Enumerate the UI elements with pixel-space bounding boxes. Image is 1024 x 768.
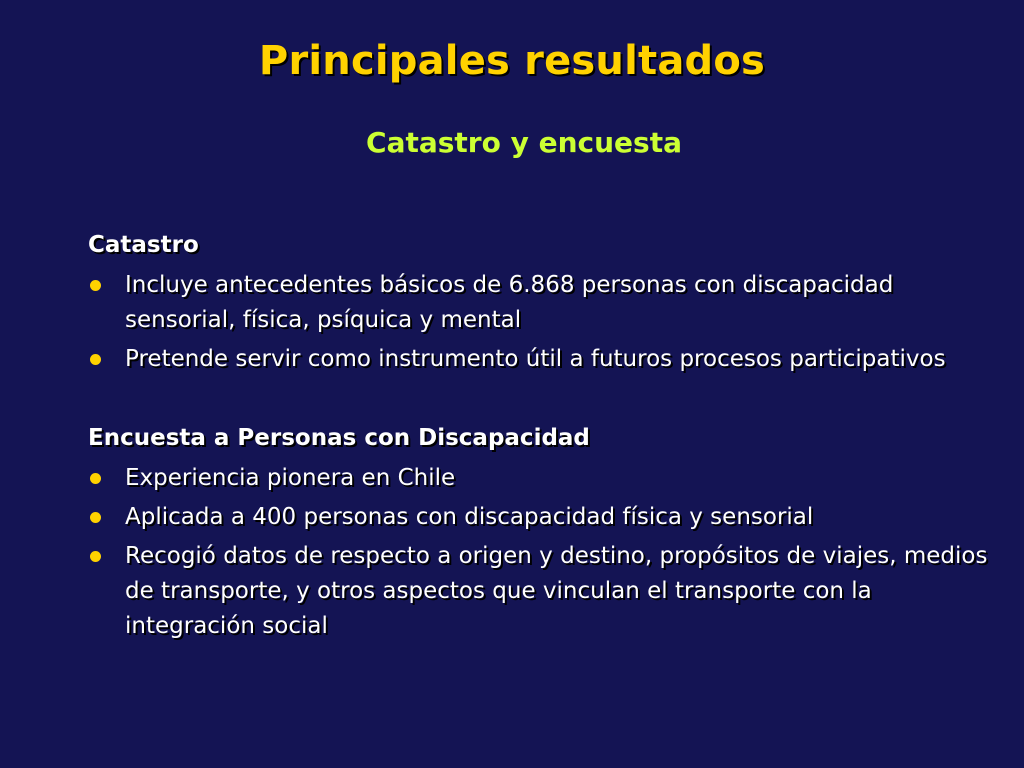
bullet-dot-icon bbox=[90, 354, 101, 365]
slide-title: Principales resultados bbox=[258, 38, 766, 84]
section-heading-encuesta: Encuesta a Personas con Discapacidad bbox=[88, 425, 590, 451]
bullet-text: Experiencia pionera en Chile bbox=[125, 465, 456, 491]
bullet-item bbox=[88, 268, 988, 338]
bullet-text: Recogió datos de respecto a origen y destino, propósitos de viajes, medios de transporte, y otros aspectos que vinculan el transporte con la integración social bbox=[125, 543, 988, 639]
bullet-text: Pretende servir como instrumento útil a futuros procesos participativos bbox=[125, 346, 946, 372]
slide-content bbox=[88, 228, 988, 648]
section-encuesta bbox=[88, 421, 988, 644]
bullet-dot-icon bbox=[90, 473, 101, 484]
bullet-text: Incluye antecedentes básicos de 6.868 personas con discapacidad sensorial, física, psíquica y mental bbox=[125, 272, 894, 333]
bullet-item bbox=[88, 500, 988, 535]
bullet-dot-icon bbox=[90, 512, 101, 523]
bullet-text: Aplicada a 400 personas con discapacidad física y sensorial bbox=[125, 504, 814, 530]
slide-subtitle: Catastro y encuesta bbox=[366, 126, 682, 159]
section-catastro bbox=[88, 228, 988, 377]
bullet-list-encuesta bbox=[88, 461, 988, 644]
bullet-item bbox=[88, 342, 988, 377]
section-heading-catastro: Catastro bbox=[88, 232, 199, 258]
bullet-list-catastro bbox=[88, 268, 988, 377]
bullet-dot-icon bbox=[90, 280, 101, 291]
bullet-dot-icon bbox=[90, 551, 101, 562]
bullet-item bbox=[88, 461, 988, 496]
section-spacer bbox=[88, 381, 988, 421]
bullet-item bbox=[88, 539, 988, 644]
